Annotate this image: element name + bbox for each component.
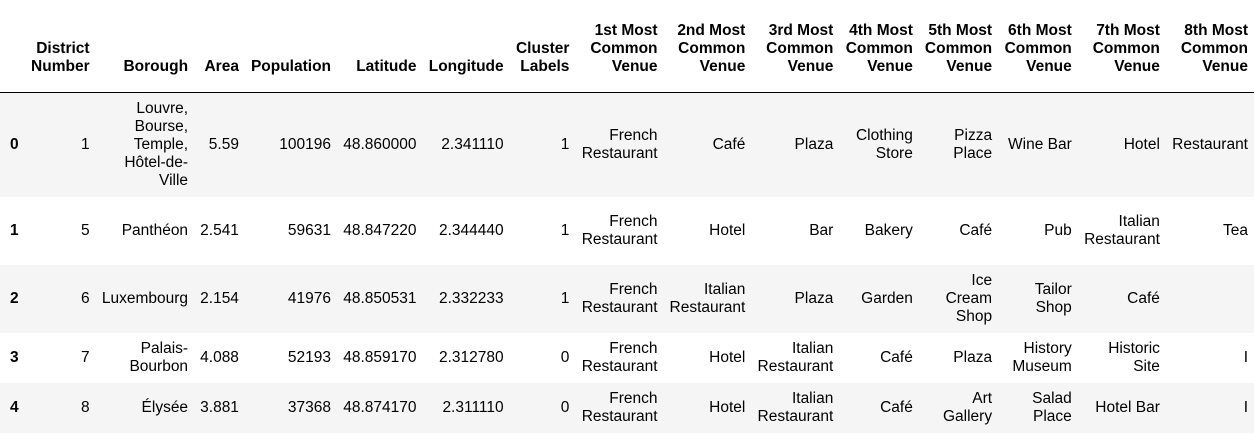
table-cell: 7 (80, 348, 90, 366)
column-header-venue-8: 8th Most Common Venue (1166, 22, 1254, 93)
table-cell: French Restaurant (581, 389, 658, 425)
column-header-latitude: Latitude (337, 22, 422, 93)
table-cell: Bar (809, 221, 834, 239)
row-index: 1 (10, 221, 19, 239)
table-cell: 2.341110 (441, 135, 504, 153)
table-cell: History Museum (1012, 339, 1072, 375)
table-cell: Clothing Store (855, 126, 913, 162)
column-header-longitude: Longitude (423, 22, 510, 93)
table-cell: Café (712, 135, 746, 153)
column-header-venue-1: 1st Most Common Venue (575, 22, 663, 93)
table-cell: Élysée (141, 398, 189, 416)
column-header-venue-3: 3rd Most Common Venue (751, 22, 839, 93)
table-cell: 2.332233 (438, 289, 504, 307)
table-cell: French Restaurant (581, 339, 658, 375)
table-cell: 48.860000 (343, 135, 417, 153)
table-cell: 1 (560, 289, 570, 307)
table-cell: 0 (560, 348, 570, 366)
table-cell: Salad Place (1032, 389, 1072, 425)
table-cell: 5 (80, 221, 90, 239)
table-cell: Historic Site (1108, 339, 1160, 375)
dataframe-table (0, 22, 1254, 433)
table-row (0, 265, 1254, 333)
column-header-borough: Borough (96, 22, 194, 93)
table-cell: Palais-Bourbon (129, 339, 189, 375)
table-cell: 5.59 (208, 135, 239, 153)
table-cell: Hotel (1123, 135, 1160, 153)
table-cell: Hotel Bar (1095, 398, 1160, 416)
table-cell: Art Gallery (942, 389, 993, 425)
column-header-district-number: District Number (25, 22, 96, 93)
table-cell: Italian Restaurant (669, 280, 746, 316)
table-cell: Wine Bar (1008, 135, 1072, 153)
column-header-venue-5: 5th Most Common Venue (919, 22, 998, 93)
column-header-venue-2: 2nd Most Common Venue (664, 22, 752, 93)
table-cell: Tea (1223, 221, 1248, 239)
table-cell: Tailor Shop (1034, 280, 1072, 316)
table-cell: 100196 (279, 135, 332, 153)
table-cell: Restaurant (1172, 135, 1248, 153)
table-cell: Hotel (709, 221, 746, 239)
table-cell: 48.850531 (343, 289, 417, 307)
table-cell: Pizza Place (953, 126, 993, 162)
table-cell: 2.541 (200, 221, 239, 239)
table-cell (1166, 265, 1254, 333)
table-row (0, 333, 1254, 383)
table-cell: Hotel (709, 348, 746, 366)
table-cell: Panthéon (121, 221, 189, 239)
table-row (0, 197, 1254, 265)
column-header-venue-4: 4th Most Common Venue (839, 22, 919, 93)
table-cell: Café (959, 221, 993, 239)
table-cell: 4.088 (200, 348, 239, 366)
table-cell: Pub (1044, 221, 1072, 239)
table-cell: Louvre, Bourse, Temple, Hôtel-de-Ville (124, 99, 189, 189)
table-cell: Garden (861, 289, 913, 307)
column-header-venue-7: 7th Most Common Venue (1078, 22, 1166, 93)
header-row (0, 22, 1254, 93)
table-cell: 2.312780 (438, 348, 504, 366)
table-cell: French Restaurant (581, 280, 658, 316)
column-header-area: Area (194, 22, 245, 93)
table-cell: 52193 (287, 348, 332, 366)
table-cell: 37368 (287, 398, 332, 416)
table-cell: 6 (80, 289, 90, 307)
table-cell: Italian Restaurant (1084, 212, 1160, 248)
table-cell: Italian Restaurant (757, 339, 834, 375)
column-header-venue-6: 6th Most Common Venue (998, 22, 1078, 93)
table-cell: Plaza (794, 135, 834, 153)
table-cell: Plaza (794, 289, 834, 307)
table-cell: 1 (560, 135, 570, 153)
column-header-cluster-labels: Cluster Labels (510, 22, 576, 93)
table-cell: 8 (80, 398, 90, 416)
table-cell: Café (880, 398, 913, 416)
row-index: 4 (10, 398, 19, 416)
row-index: 2 (10, 289, 19, 307)
table-cell: 48.859170 (343, 348, 417, 366)
table-cell: 1 (80, 135, 90, 153)
column-header-population: Population (245, 22, 337, 93)
table-row (0, 383, 1254, 433)
row-index: 3 (10, 348, 19, 366)
table-cell: French Restaurant (581, 126, 658, 162)
table-cell: Italian Restaurant (757, 389, 834, 425)
table-row (0, 93, 1254, 197)
table-cell: Plaza (953, 348, 993, 366)
table-cell: 41976 (287, 289, 332, 307)
table-cell: Bakery (864, 221, 913, 239)
table-cell: Hotel (709, 398, 746, 416)
table-cell: Café (880, 348, 913, 366)
table-cell: Ice Cream Shop (945, 271, 993, 325)
table-cell: 1 (560, 221, 570, 239)
table-cell: 2.344440 (438, 221, 504, 239)
table-cell: I (1243, 398, 1248, 416)
table-cell: Café (1127, 289, 1160, 307)
table-cell: 0 (560, 398, 570, 416)
table-cell: 59631 (287, 221, 332, 239)
table-cell: 48.847220 (343, 221, 417, 239)
table-cell: 2.154 (200, 289, 239, 307)
table-cell: I (1243, 348, 1248, 366)
table-cell: French Restaurant (581, 212, 658, 248)
table-cell: Luxembourg (101, 289, 189, 307)
column-header-index (0, 22, 25, 93)
row-index: 0 (10, 135, 19, 153)
table-cell: 3.881 (200, 398, 239, 416)
table-cell: 2.311110 (442, 398, 504, 416)
table-cell: 48.874170 (343, 398, 417, 416)
